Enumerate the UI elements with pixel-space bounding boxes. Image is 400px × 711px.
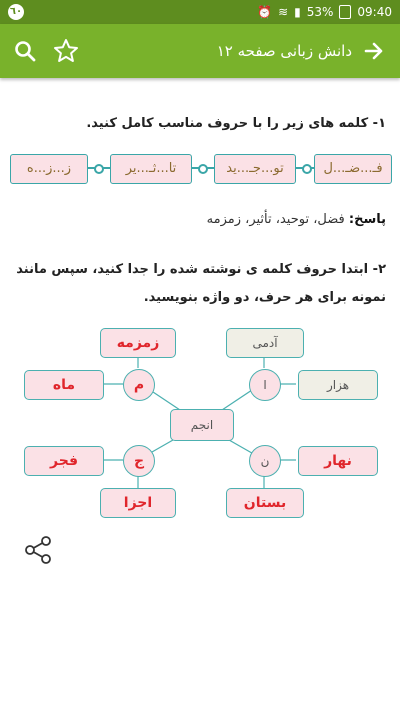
letter-circle-alef: ا — [249, 369, 281, 401]
status-icons — [257, 4, 392, 20]
question-2-line-2: نمونه برای هر حرف، دو واژه بنویسید. — [143, 290, 386, 305]
word-mah: ماه — [24, 370, 104, 400]
app-notification-icon: ٦٠ — [8, 4, 24, 20]
word-bostan: بستان — [226, 488, 304, 518]
word-zamzameh: زمزمه — [100, 328, 176, 358]
share-icon[interactable] — [22, 534, 54, 566]
app-bar — [0, 24, 400, 78]
letter-circle-meem: م — [123, 369, 155, 401]
word-ajza: اجزا — [100, 488, 176, 518]
signal-icon: ▮ — [294, 5, 301, 19]
connector-dot — [302, 164, 312, 174]
answer-label: پاسخ: — [348, 212, 386, 227]
word-fajr: فجر — [24, 446, 104, 476]
word-adami: آدمی — [226, 328, 304, 358]
letter-circle-jeem: ج — [123, 445, 155, 477]
connector-dot — [198, 164, 208, 174]
connector-dot — [94, 164, 104, 174]
back-arrow-icon[interactable] — [360, 38, 386, 64]
letter-circle-noon: ن — [249, 445, 281, 477]
letter-diagram — [0, 320, 400, 540]
battery-level: 53% — [306, 5, 334, 19]
word-nahar: نهار — [298, 446, 378, 476]
clock: 09:40 — [357, 5, 392, 19]
page-title: دانش زبانی صفحه ۱۲ — [216, 42, 352, 60]
question-1: ۱- کلمه های زیر را با حروف مناسب کامل کنید. — [86, 116, 386, 131]
word-box-3: تو...جـ...ید — [214, 154, 296, 184]
answer-text: فضل، توحید، تأثیر، زمزمه — [206, 212, 345, 227]
wifi-icon: ≋ — [278, 5, 289, 19]
word-box-4: فـ...ضـ...ل — [314, 154, 392, 184]
favorite-star-icon[interactable] — [52, 37, 80, 65]
alarm-icon: ⏰ — [257, 5, 273, 19]
word-completion-row — [10, 152, 390, 184]
question-2-line-1: ۲- ابتدا حروف کلمه ی نوشته شده را جدا کنید، سپس مانند — [16, 262, 386, 277]
word-box-2: تا...ثـ...یر — [110, 154, 192, 184]
status-bar — [0, 0, 400, 24]
answer-1 — [207, 212, 386, 227]
search-icon[interactable] — [12, 38, 38, 64]
center-word: انجم — [170, 409, 234, 441]
battery-icon — [339, 5, 351, 19]
word-hezar: هزار — [298, 370, 378, 400]
word-box-1: ز...ز...ه — [10, 154, 88, 184]
